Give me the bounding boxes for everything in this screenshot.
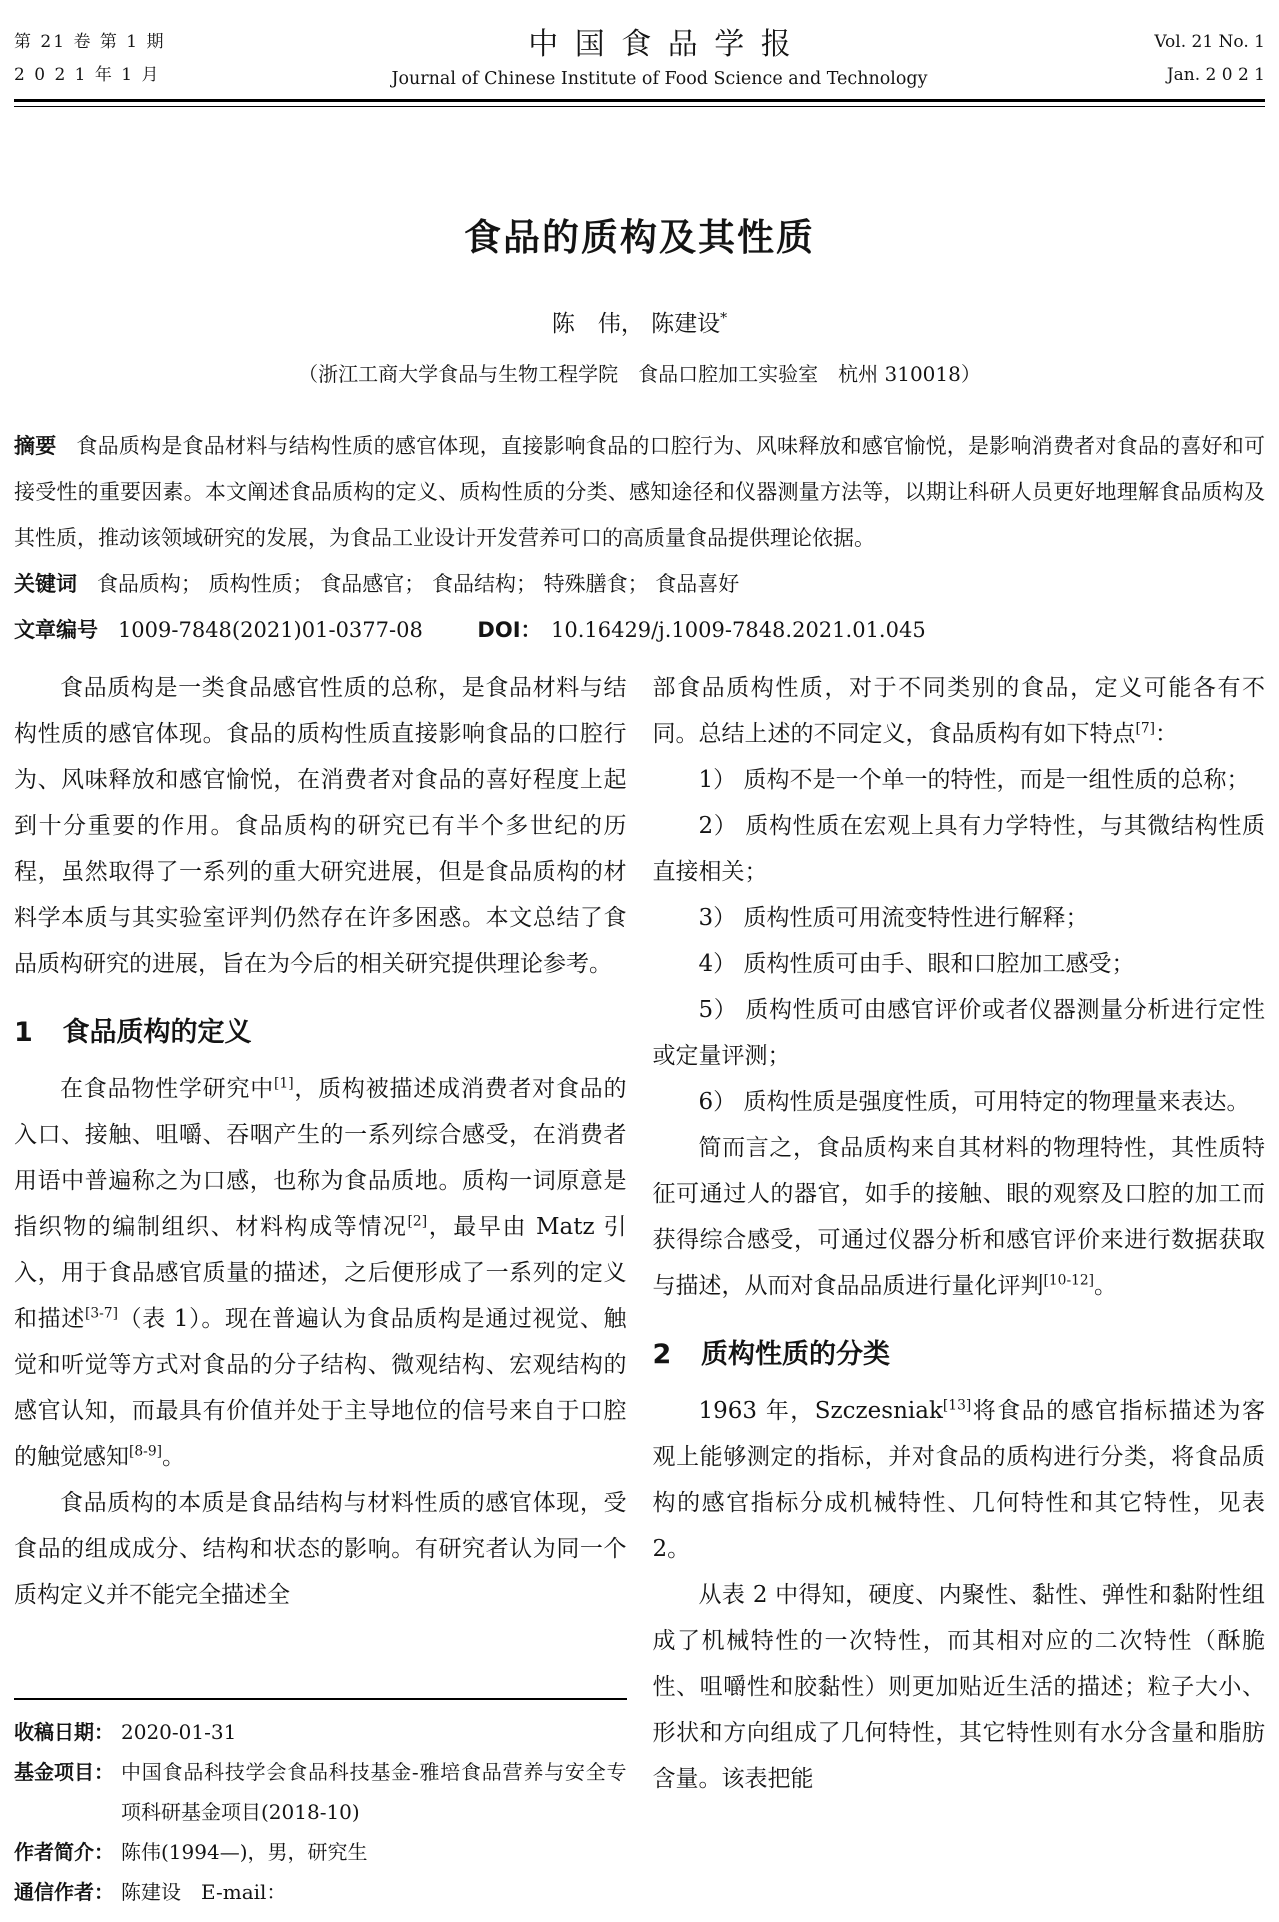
body-columns bbox=[14, 665, 1265, 1914]
journal-name-cn: 中国食品学报 bbox=[528, 27, 808, 62]
section-2-title: 质构性质的分类 bbox=[700, 1339, 890, 1370]
section-1-title: 食品质构的定义 bbox=[62, 1017, 252, 1048]
received-date-label: 收稿日期： bbox=[14, 1720, 114, 1744]
abstract-text: 食品质构是食品材料与结构性质的感官体现，直接影响食品的口腔行为、风味释放和感官愉悦，是影响消费者对食品的喜好和可接受性的重要因素。本文阐述食品质构的定义、质构性质的分类、感知途径和仪器测量方法等，以期让科研人员更好地理解食品质构及其性质，推动该领域研究的发展，为食品工业设计开发营养可口的高质量食品提供理论依据。 bbox=[14, 434, 1266, 550]
article-number-value: 1009-7848(2021)01-0377-08 bbox=[117, 618, 423, 642]
section-1-number: 1 bbox=[14, 1017, 33, 1048]
summary-paragraph: 简而言之，食品质构来自其材料的物理特性，其性质特征可通过人的器官，如手的接触、眼的观察及口腔的加工而获得综合感受，可通过仪器分析和感官评价来进行数据获取与描述，从而对食品品质进行量化评判[10-12]。 bbox=[652, 1135, 1265, 1299]
intro-paragraph: 食品质构是一类食品感官性质的总称，是食品材料与结构性质的感官体现。食品的质构性质直接影响食品的口腔行为、风味释放和感官愉悦，在消费者对食品的喜好程度上起到十分重要的作用。食品质构的研究已有半个多世纪的历程，虽然取得了一系列的重大研究进展，但是食品质构的材料学本质与其实验室评判仍然存在许多困惑。本文总结了食品质构研究的进展，旨在为今后的相关研究提供理论参考。 bbox=[14, 675, 627, 977]
fund-label: 基金项目： bbox=[14, 1760, 114, 1784]
feature-item-3: 3） 质构性质可用流变特性进行解释； bbox=[698, 905, 1089, 931]
feature-item-2: 2） 质构性质在宏观上具有力学特性，与其微结构性质直接相关； bbox=[652, 813, 1265, 885]
footnote-block bbox=[14, 1698, 627, 1914]
journal-header bbox=[14, 26, 1265, 94]
journal-name-en: Journal of Chinese Institute of Food Science and Technology bbox=[391, 69, 928, 89]
keywords-paragraph bbox=[14, 561, 1265, 607]
corresponding-label: 通信作者： bbox=[14, 1880, 114, 1904]
abstract-paragraph bbox=[14, 423, 1265, 561]
received-date-value: 2020-01-31 bbox=[121, 1720, 237, 1744]
keywords-label: 关键词 bbox=[14, 572, 77, 596]
fund-value: 中国食品科技学会食品科技基金-雅培食品营养与安全专项科研基金项目(2018-10) bbox=[121, 1760, 627, 1824]
section-2-number: 2 bbox=[652, 1339, 672, 1370]
feature-item-5: 5） 质构性质可由感官评价或者仪器测量分析进行定性或定量评测； bbox=[652, 997, 1265, 1069]
doi-value: 10.16429/j.1009-7848.2021.01.045 bbox=[550, 618, 926, 642]
date-cn: 2 0 2 1 年 1 月 bbox=[14, 65, 161, 85]
corresponding-value: 陈建设 E-mail： bbox=[121, 1880, 287, 1904]
footnote-corresponding bbox=[14, 1872, 627, 1912]
footnote-author-bio bbox=[14, 1832, 627, 1872]
section-1-heading bbox=[14, 1013, 627, 1053]
article-number-paragraph bbox=[14, 607, 1265, 653]
volume-issue-en: Vol. 21 No. 1 bbox=[1154, 32, 1265, 52]
section-1-paragraph-1: 在食品物性学研究中[1]，质构被描述成消费者对食品的入口、接触、咀嚼、吞咽产生的一系列综合感受，在消费者用语中普遍称之为口感，也称为食品质地。质构一词原意是指织物的编制组织、材料构成等情况[2]，最早由 Matz 引入，用于食品感官质量的描述，之后便形成了一系列的定义和描述[3-7]（表 1）。现在普遍认为食品质构是通过视觉、触觉和听觉等方式对食品的分子结构、微观结构、宏观结构的感官认知，而最具有价值并处于主导地位的信号来自于口腔的触觉感知[8-9]。 bbox=[14, 1075, 627, 1470]
article-number-label: 文章编号 bbox=[14, 618, 98, 642]
right-column bbox=[653, 665, 1266, 1914]
continued-paragraph: 部食品质构性质，对于不同类别的食品，定义可能各有不同。总结上述的不同定义，食品质构有如下特点[7]： bbox=[652, 675, 1265, 747]
section-2-paragraph-1: 1963 年，Szczesniak[13]将食品的感官指标描述为客观上能够测定的指标，并对食品的质构进行分类，将食品质构的感官指标分成机械特性、几何特性和其它特性，见表 2。 bbox=[652, 1397, 1265, 1562]
author-names: 陈 伟， 陈建设 bbox=[551, 311, 721, 337]
feature-item-1: 1） 质构不是一个单一的特性，而是一组性质的总称； bbox=[698, 767, 1250, 793]
left-column bbox=[14, 665, 627, 1914]
feature-item-6: 6） 质构性质是强度性质，可用特定的物理量来表达。 bbox=[698, 1089, 1250, 1115]
volume-issue-cn: 第 21 卷 第 1 期 bbox=[14, 32, 166, 52]
header-divider-rule bbox=[14, 99, 1265, 107]
affiliation-line: （浙江工商大学食品与生物工程学院 食品口腔加工实验室 杭州 310018） bbox=[298, 362, 981, 386]
footnote-received bbox=[14, 1712, 627, 1752]
author-bio-value: 陈伟(1994—)，男，研究生 bbox=[121, 1840, 368, 1864]
footnote-fund bbox=[14, 1752, 627, 1832]
keywords-text: 食品质构； 质构性质； 食品感官； 食品结构； 特殊膳食； 食品喜好 bbox=[96, 572, 740, 596]
section-2-paragraph-2: 从表 2 中得知，硬度、内聚性、黏性、弹性和黏附性组成了机械特性的一次特性，而其相对应的二次特性（酥脆性、咀嚼性和胶黏性）则更加贴近生活的描述；粒子大小、形状和方向组成了几何特性，其它特性则有水分含量和脂肪含量。该表把能 bbox=[652, 1582, 1265, 1792]
author-bio-label: 作者简介： bbox=[14, 1840, 114, 1864]
feature-item-4: 4） 质构性质可由手、眼和口腔加工感受； bbox=[698, 951, 1135, 977]
authors-line bbox=[14, 305, 1265, 338]
abstract-label: 摘要 bbox=[14, 434, 57, 458]
header-issue-info bbox=[14, 26, 264, 92]
paper-title: 食品的质构及其性质 bbox=[464, 216, 815, 259]
doi-label: DOI： bbox=[477, 618, 542, 642]
journal-name-block bbox=[264, 26, 1055, 94]
corresponding-author-mark: * bbox=[720, 310, 728, 327]
section-1-paragraph-2: 食品质构的本质是食品结构与材料性质的感官体现，受食品的组成成分、结构和状态的影响。有研究者认为同一个质构定义并不能完全描述全 bbox=[14, 1490, 627, 1608]
header-issue-info-en bbox=[1055, 26, 1265, 92]
paper-meta bbox=[14, 423, 1265, 653]
date-en: Jan. 2 0 2 1 bbox=[1166, 65, 1265, 85]
section-2-heading bbox=[653, 1335, 1266, 1375]
